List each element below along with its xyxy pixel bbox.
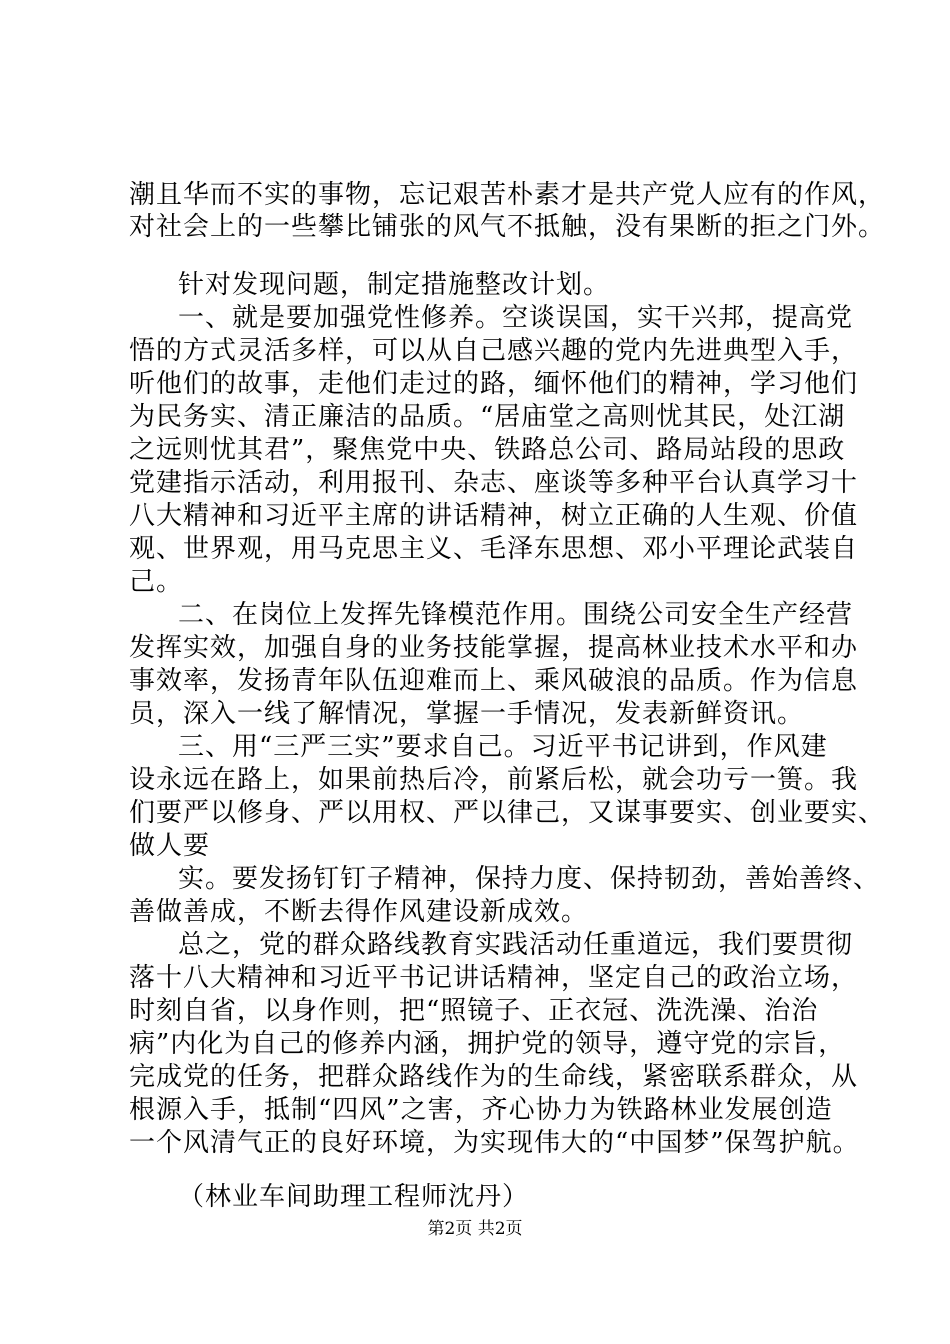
text-line-26: 病”内化为自己的修养内涵，拥护党的领导，遵守党的宗旨， [129, 1029, 846, 1059]
text-line-29: 一个风清气正的良好环境，为实现伟大的“中国梦”保驾护航。 [129, 1128, 860, 1158]
text-line-3: 针对发现问题，制定措施整改计划。 [178, 270, 611, 300]
text-line-22: 善做善成，不断去得作风建设新成效。 [129, 897, 589, 927]
text-line-18: 设永远在路上，如果前热后冷，前紧后松，就会功亏一篑。我 [129, 765, 859, 795]
text-line-16: 员，深入一线了解情况，掌握一手情况，发表新鲜资讯。 [129, 699, 805, 729]
text-line-8: 之远则忧其君”，聚焦党中央、铁路总公司、路局站段的思政 [129, 435, 846, 465]
text-line-23: 总之，党的群众路线教育实践活动任重道远，我们要贯彻 [178, 930, 854, 960]
text-line-9: 党建指示活动，利用报刊、杂志、座谈等多种平台认真学习十 [129, 468, 859, 498]
text-line-5: 悟的方式灵活多样，可以从自己感兴趣的党内先进典型入手， [129, 336, 859, 366]
text-line-1: 潮且华而不实的事物，忘记艰苦朴素才是共产党人应有的作风， [129, 180, 886, 210]
author-signature: （林业车间助理工程师沈丹） [178, 1182, 530, 1212]
text-line-4: 一、就是要加强党性修养。空谈误国，实干兴邦，提高党 [178, 303, 854, 333]
text-line-28: 根源入手，抵制“四风”之害，齐心协力为铁路林业发展创造 [129, 1095, 833, 1125]
page-number-footer: 第2页 共2页 [427, 1219, 523, 1239]
text-line-17: 三、用“三严三实”要求自己。习近平书记讲到，作风建 [178, 732, 828, 762]
text-line-2: 对社会上的一些攀比铺张的风气不抵触，没有果断的拒之门外。 [129, 212, 886, 242]
text-line-25: 时刻自省，以身作则，把“照镜子、正衣冠、洗洗澡、治治 [129, 996, 819, 1026]
text-line-27: 完成党的任务，把群众路线作为的生命线，紧密联系群众，从 [129, 1062, 859, 1092]
text-line-15: 事效率，发扬青年队伍迎难而上、乘风破浪的品质。作为信息 [129, 666, 859, 696]
text-line-10: 八大精神和习近平主席的讲话精神，树立正确的人生观、价值 [129, 501, 859, 531]
text-line-7: 为民务实、清正廉洁的品质。“居庙堂之高则忧其民，处江湖 [129, 402, 846, 432]
text-line-20: 做人要 [129, 831, 211, 861]
text-line-13: 二、在岗位上发挥先锋模范作用。围绕公司安全生产经营 [178, 600, 854, 630]
text-line-11: 观、世界观，用马克思主义、毛泽东思想、邓小平理论武装自 [129, 534, 859, 564]
text-line-19: 们要严以修身、严以用权、严以律己，又谋事要实、创业要实、 [129, 798, 886, 828]
text-line-12: 己。 [129, 567, 184, 597]
text-line-24: 落十八大精神和习近平书记讲话精神，坚定自己的政治立场， [129, 963, 859, 993]
text-line-14: 发挥实效，加强自身的业务技能掌握，提高林业技术水平和办 [129, 633, 859, 663]
text-line-6: 听他们的故事，走他们走过的路，缅怀他们的精神，学习他们 [129, 369, 859, 399]
text-line-21: 实。要发扬钉钉子精神，保持力度、保持韧劲，善始善终、 [178, 864, 881, 894]
